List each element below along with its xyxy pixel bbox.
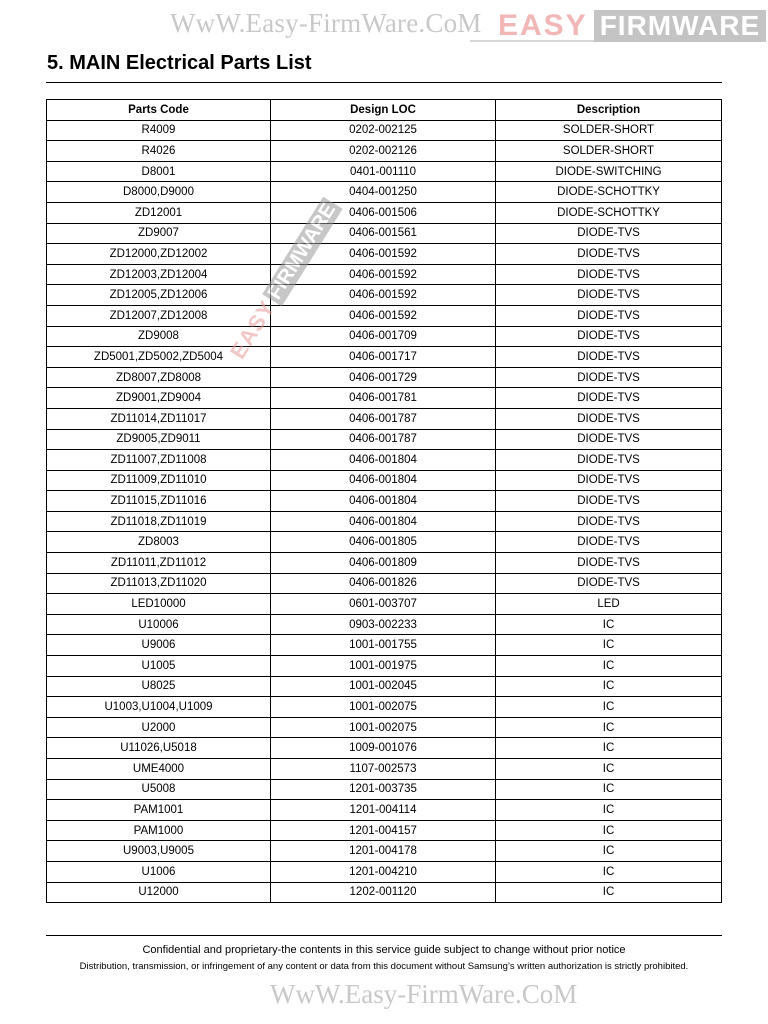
cell-design-loc: 0202-002125	[271, 120, 496, 141]
cell-description: IC	[496, 841, 722, 862]
table-row	[47, 511, 722, 532]
table-row	[47, 223, 722, 244]
cell-design-loc: 1201-003735	[271, 779, 496, 800]
cell-description: IC	[496, 800, 722, 821]
cell-description: DIODE-TVS	[496, 573, 722, 594]
cell-design-loc: 0401-001110	[271, 161, 496, 182]
cell-description: DIODE-SWITCHING	[496, 161, 722, 182]
cell-parts-code: R4026	[47, 141, 271, 162]
cell-description: IC	[496, 759, 722, 780]
cell-design-loc: 1201-004210	[271, 861, 496, 882]
cell-parts-code: PAM1001	[47, 800, 271, 821]
cell-parts-code: D8001	[47, 161, 271, 182]
cell-design-loc: 1001-001755	[271, 635, 496, 656]
cell-description: SOLDER-SHORT	[496, 141, 722, 162]
footer-distribution-notice: Distribution, transmission, or infringement of any content or data from this document without Samsung’s written authorization is strictly prohibited.	[79, 961, 689, 972]
cell-design-loc: 0406-001506	[271, 202, 496, 223]
cell-parts-code: U9006	[47, 635, 271, 656]
cell-description: IC	[496, 882, 722, 903]
cell-design-loc: 0406-001804	[271, 511, 496, 532]
table-row	[47, 635, 722, 656]
cell-description: IC	[496, 676, 722, 697]
cell-design-loc: 0406-001826	[271, 573, 496, 594]
table-row	[47, 244, 722, 265]
cell-parts-code: ZD12007,ZD12008	[47, 305, 271, 326]
table-row	[47, 841, 722, 862]
cell-parts-code: U8025	[47, 676, 271, 697]
cell-description: DIODE-TVS	[496, 511, 722, 532]
cell-design-loc: 0406-001804	[271, 450, 496, 471]
watermark-diagonal-easy: EASY	[225, 295, 281, 364]
title-divider	[46, 82, 722, 83]
table-row	[47, 820, 722, 841]
cell-description: IC	[496, 656, 722, 677]
table-row	[47, 656, 722, 677]
cell-parts-code: D8000,D9000	[47, 182, 271, 203]
cell-parts-code: ZD8007,ZD8008	[47, 367, 271, 388]
cell-design-loc: 1001-002045	[271, 676, 496, 697]
watermark-diagonal-firmware: FIRMWARE	[262, 197, 342, 307]
cell-parts-code: U5008	[47, 779, 271, 800]
cell-description: DIODE-TVS	[496, 244, 722, 265]
cell-parts-code: ZD9001,ZD9004	[47, 388, 271, 409]
cell-design-loc: 1201-004114	[271, 800, 496, 821]
cell-parts-code: ZD11009,ZD11010	[47, 470, 271, 491]
cell-design-loc: 0601-003707	[271, 594, 496, 615]
cell-description: DIODE-TVS	[496, 223, 722, 244]
cell-design-loc: 0406-001709	[271, 326, 496, 347]
cell-parts-code: U11026,U5018	[47, 738, 271, 759]
cell-parts-code: UME4000	[47, 759, 271, 780]
cell-description: IC	[496, 614, 722, 635]
cell-description: IC	[496, 635, 722, 656]
table-row	[47, 470, 722, 491]
cell-description: DIODE-TVS	[496, 305, 722, 326]
cell-parts-code: R4009	[47, 120, 271, 141]
table-row	[47, 141, 722, 162]
cell-description: DIODE-SCHOTTKY	[496, 202, 722, 223]
cell-design-loc: 1202-001120	[271, 882, 496, 903]
cell-design-loc: 0406-001592	[271, 244, 496, 265]
table-row	[47, 450, 722, 471]
cell-design-loc: 0406-001787	[271, 429, 496, 450]
table-row	[47, 614, 722, 635]
cell-design-loc: 0406-001592	[271, 264, 496, 285]
header-design-loc: Design LOC	[271, 100, 496, 121]
table-body	[47, 120, 722, 903]
page-title: 5. MAIN Electrical Parts List	[47, 52, 312, 74]
cell-parts-code: ZD9005,ZD9011	[47, 429, 271, 450]
watermark-brand-easy: EASY	[498, 9, 588, 42]
cell-parts-code: U9003,U9005	[47, 841, 271, 862]
cell-design-loc: 0406-001781	[271, 388, 496, 409]
cell-description: DIODE-TVS	[496, 326, 722, 347]
table-row	[47, 676, 722, 697]
cell-design-loc: 0406-001805	[271, 532, 496, 553]
cell-design-loc: 1001-002075	[271, 717, 496, 738]
cell-design-loc: 0406-001592	[271, 285, 496, 306]
cell-description: DIODE-TVS	[496, 388, 722, 409]
table-row	[47, 553, 722, 574]
table-row	[47, 882, 722, 903]
cell-parts-code: U1005	[47, 656, 271, 677]
header-description: Description	[496, 100, 722, 121]
cell-design-loc: 1009-001076	[271, 738, 496, 759]
cell-parts-code: U12000	[47, 882, 271, 903]
table-row	[47, 594, 722, 615]
cell-design-loc: 1201-004178	[271, 841, 496, 862]
cell-design-loc: 0903-002233	[271, 614, 496, 635]
cell-design-loc: 0406-001592	[271, 305, 496, 326]
cell-parts-code: ZD5001,ZD5002,ZD5004	[47, 347, 271, 368]
cell-parts-code: ZD11018,ZD11019	[47, 511, 271, 532]
cell-design-loc: 0406-001804	[271, 491, 496, 512]
table-row	[47, 408, 722, 429]
cell-parts-code: U1003,U1004,U1009	[47, 697, 271, 718]
cell-parts-code: PAM1000	[47, 820, 271, 841]
cell-design-loc: 0406-001729	[271, 367, 496, 388]
cell-parts-code: ZD12003,ZD12004	[47, 264, 271, 285]
cell-description: IC	[496, 738, 722, 759]
cell-parts-code: U2000	[47, 717, 271, 738]
cell-parts-code: ZD12000,ZD12002	[47, 244, 271, 265]
cell-description: IC	[496, 779, 722, 800]
watermark-brand-firmware: FIRMWARE	[594, 10, 766, 42]
cell-design-loc: 1201-004157	[271, 820, 496, 841]
table-row	[47, 182, 722, 203]
cell-design-loc: 1107-002573	[271, 759, 496, 780]
watermark-brand-logo	[498, 10, 766, 42]
table-row	[47, 120, 722, 141]
cell-design-loc: 0406-001561	[271, 223, 496, 244]
table-row	[47, 161, 722, 182]
cell-description: DIODE-TVS	[496, 429, 722, 450]
cell-description: DIODE-TVS	[496, 367, 722, 388]
cell-description: DIODE-TVS	[496, 408, 722, 429]
table-row	[47, 429, 722, 450]
table-row	[47, 779, 722, 800]
table-row	[47, 326, 722, 347]
cell-design-loc: 0406-001804	[271, 470, 496, 491]
cell-parts-code: LED10000	[47, 594, 271, 615]
table-row	[47, 367, 722, 388]
table-row	[47, 202, 722, 223]
cell-design-loc: 0406-001809	[271, 553, 496, 574]
watermark-url-bottom: WwW.Easy-FirmWare.CoM	[270, 979, 578, 1009]
cell-parts-code: ZD11011,ZD11012	[47, 553, 271, 574]
table-row	[47, 800, 722, 821]
cell-description: IC	[496, 697, 722, 718]
table-row	[47, 305, 722, 326]
cell-parts-code: ZD9007	[47, 223, 271, 244]
cell-parts-code: ZD11013,ZD11020	[47, 573, 271, 594]
cell-description: IC	[496, 861, 722, 882]
table-row	[47, 491, 722, 512]
cell-design-loc: 0202-002126	[271, 141, 496, 162]
cell-description: DIODE-TVS	[496, 491, 722, 512]
table-row	[47, 717, 722, 738]
cell-description: DIODE-TVS	[496, 450, 722, 471]
table-row	[47, 697, 722, 718]
cell-parts-code: ZD9008	[47, 326, 271, 347]
cell-description: SOLDER-SHORT	[496, 120, 722, 141]
table-row	[47, 738, 722, 759]
table-header-row	[47, 100, 722, 121]
watermark-url-top: WwW.Easy-FirmWare.CoM	[170, 8, 482, 38]
cell-description: DIODE-TVS	[496, 264, 722, 285]
cell-description: DIODE-SCHOTTKY	[496, 182, 722, 203]
table-row	[47, 759, 722, 780]
cell-parts-code: ZD12001	[47, 202, 271, 223]
table-row	[47, 388, 722, 409]
cell-description: DIODE-TVS	[496, 347, 722, 368]
cell-description: IC	[496, 717, 722, 738]
parts-table	[46, 99, 722, 903]
cell-design-loc: 0406-001787	[271, 408, 496, 429]
cell-description: IC	[496, 820, 722, 841]
cell-parts-code: ZD11015,ZD11016	[47, 491, 271, 512]
cell-design-loc: 0404-001250	[271, 182, 496, 203]
table-row	[47, 532, 722, 553]
cell-design-loc: 1001-002075	[271, 697, 496, 718]
footer-divider	[46, 935, 722, 936]
footer-confidential-notice: Confidential and proprietary-the contents in this service guide subject to change without prior notice	[142, 944, 626, 956]
cell-description: DIODE-TVS	[496, 532, 722, 553]
cell-parts-code: ZD11007,ZD11008	[47, 450, 271, 471]
cell-parts-code: ZD8003	[47, 532, 271, 553]
cell-design-loc: 0406-001717	[271, 347, 496, 368]
table-row	[47, 573, 722, 594]
cell-parts-code: U10006	[47, 614, 271, 635]
cell-parts-code: U1006	[47, 861, 271, 882]
table-row	[47, 347, 722, 368]
cell-description: DIODE-TVS	[496, 285, 722, 306]
table-row	[47, 264, 722, 285]
cell-description: LED	[496, 594, 722, 615]
cell-design-loc: 1001-001975	[271, 656, 496, 677]
cell-parts-code: ZD11014,ZD11017	[47, 408, 271, 429]
header-parts-code: Parts Code	[47, 100, 271, 121]
cell-description: DIODE-TVS	[496, 470, 722, 491]
cell-parts-code: ZD12005,ZD12006	[47, 285, 271, 306]
table-row	[47, 285, 722, 306]
cell-description: DIODE-TVS	[496, 553, 722, 574]
table-row	[47, 861, 722, 882]
